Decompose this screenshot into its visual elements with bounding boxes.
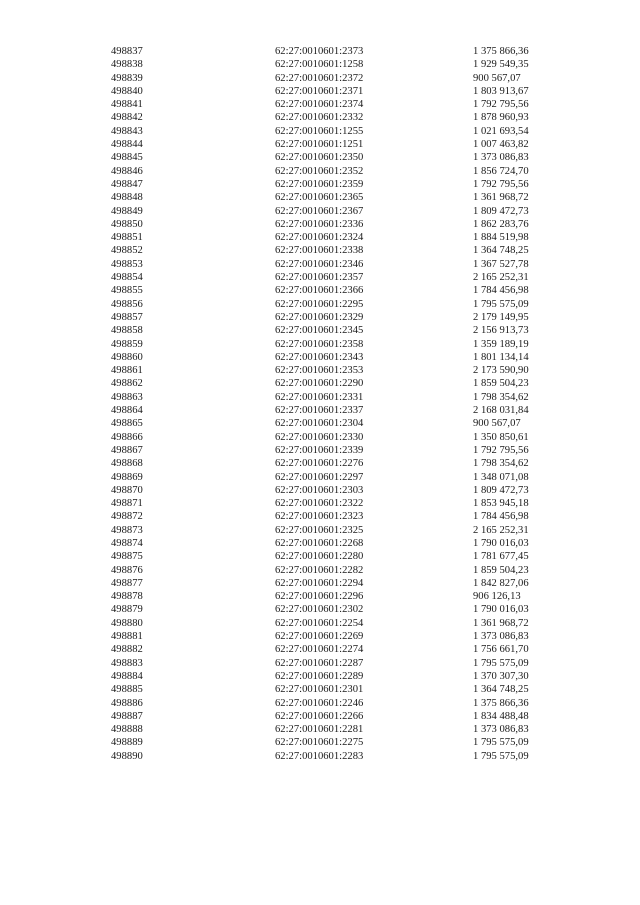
table-row xyxy=(0,750,640,763)
cadastral-number: 62:27:0010601:2357 xyxy=(275,272,364,284)
row-number: 498845 xyxy=(111,152,143,164)
cadastral-value: 1 375 866,36 xyxy=(473,46,529,57)
cadastral-value: 1 795 575,09 xyxy=(473,298,529,310)
cadastral-number: 62:27:0010601:2336 xyxy=(275,218,364,230)
cadastral-value: 1 373 086,83 xyxy=(473,152,529,164)
cadastral-value: 1 373 086,83 xyxy=(473,724,529,736)
cadastral-number: 62:27:0010601:2372 xyxy=(275,72,364,84)
row-number: 498861 xyxy=(111,365,143,377)
row-number: 498874 xyxy=(111,537,143,549)
row-number: 498887 xyxy=(111,710,143,722)
table-row xyxy=(0,603,640,616)
table-row xyxy=(0,723,640,736)
row-number: 498889 xyxy=(111,737,143,749)
row-number: 498856 xyxy=(111,298,143,310)
cadastral-value: 1 834 488,48 xyxy=(473,710,529,722)
cadastral-value: 1 361 968,72 xyxy=(473,617,529,629)
table-row xyxy=(0,311,640,324)
row-number: 498841 xyxy=(111,99,143,111)
cadastral-number: 62:27:0010601:2303 xyxy=(275,484,364,496)
row-number: 498878 xyxy=(111,591,143,603)
table-row xyxy=(0,377,640,390)
table-row xyxy=(0,457,640,470)
row-number: 498879 xyxy=(111,604,143,616)
table-row xyxy=(0,537,640,550)
cadastral-value: 1 878 960,93 xyxy=(473,112,529,124)
row-number: 498850 xyxy=(111,218,143,230)
row-number: 498882 xyxy=(111,644,143,656)
row-number: 498848 xyxy=(111,192,143,204)
cadastral-value: 1 375 866,36 xyxy=(473,697,529,709)
row-number: 498867 xyxy=(111,444,143,456)
cadastral-value: 1 367 527,78 xyxy=(473,258,529,270)
table-row xyxy=(0,431,640,444)
cadastral-number: 62:27:0010601:2337 xyxy=(275,405,364,417)
table-row xyxy=(0,138,640,151)
table-row xyxy=(0,736,640,749)
cadastral-number: 62:27:0010601:2302 xyxy=(275,604,364,616)
table-row xyxy=(0,111,640,124)
cadastral-value: 1 756 661,70 xyxy=(473,644,529,656)
table-row xyxy=(0,58,640,71)
table-row xyxy=(0,710,640,723)
row-number: 498873 xyxy=(111,524,143,536)
cadastral-number: 62:27:0010601:2323 xyxy=(275,511,364,523)
cadastral-number: 62:27:0010601:2359 xyxy=(275,178,364,190)
cadastral-value: 1 809 472,73 xyxy=(473,205,529,217)
table-row xyxy=(0,683,640,696)
table-row xyxy=(0,231,640,244)
cadastral-value: 1 364 748,25 xyxy=(473,684,529,696)
row-number: 498859 xyxy=(111,338,143,350)
row-number: 498863 xyxy=(111,391,143,403)
cadastral-number: 62:27:0010601:2287 xyxy=(275,657,364,669)
row-number: 498872 xyxy=(111,511,143,523)
cadastral-value: 1 370 307,30 xyxy=(473,670,529,682)
cadastral-value: 1 798 354,62 xyxy=(473,391,529,403)
row-number: 498844 xyxy=(111,139,143,151)
cadastral-number: 62:27:0010601:2332 xyxy=(275,112,364,124)
cadastral-value: 1 790 016,03 xyxy=(473,604,529,616)
cadastral-number: 62:27:0010601:2338 xyxy=(275,245,364,257)
cadastral-number: 62:27:0010601:1251 xyxy=(275,139,364,151)
row-number: 498842 xyxy=(111,112,143,124)
table-row xyxy=(0,85,640,98)
cadastral-value: 906 126,13 xyxy=(473,591,521,603)
cadastral-value: 1 350 850,61 xyxy=(473,431,529,443)
cadastral-number: 62:27:0010601:2346 xyxy=(275,258,364,270)
row-number: 498839 xyxy=(111,72,143,84)
table-row xyxy=(0,45,640,58)
cadastral-number: 62:27:0010601:2304 xyxy=(275,418,364,430)
cadastral-value: 1 361 968,72 xyxy=(473,192,529,204)
table-row xyxy=(0,165,640,178)
cadastral-value: 1 859 504,23 xyxy=(473,378,529,390)
row-number: 498860 xyxy=(111,351,143,363)
row-number: 498875 xyxy=(111,551,143,563)
table-row xyxy=(0,643,640,656)
row-number: 498888 xyxy=(111,724,143,736)
table-row xyxy=(0,484,640,497)
cadastral-value: 1 784 456,98 xyxy=(473,511,529,523)
cadastral-value: 1 795 575,09 xyxy=(473,657,529,669)
row-number: 498846 xyxy=(111,165,143,177)
row-number: 498847 xyxy=(111,178,143,190)
cadastral-number: 62:27:0010601:2301 xyxy=(275,684,364,696)
row-number: 498880 xyxy=(111,617,143,629)
cadastral-number: 62:27:0010601:2324 xyxy=(275,232,364,244)
table-row xyxy=(0,524,640,537)
cadastral-value: 1 795 575,09 xyxy=(473,750,529,762)
cadastral-value: 1 792 795,56 xyxy=(473,444,529,456)
row-number: 498883 xyxy=(111,657,143,669)
cadastral-number: 62:27:0010601:2254 xyxy=(275,617,364,629)
cadastral-value: 900 567,07 xyxy=(473,418,521,430)
row-number: 498838 xyxy=(111,59,143,71)
cadastral-number: 62:27:0010601:2280 xyxy=(275,551,364,563)
row-number: 498890 xyxy=(111,750,143,762)
cadastral-value: 1 792 795,56 xyxy=(473,99,529,111)
cadastral-number: 62:27:0010601:2322 xyxy=(275,498,364,510)
table-row xyxy=(0,298,640,311)
row-number: 498849 xyxy=(111,205,143,217)
cadastral-value-table xyxy=(0,45,640,763)
table-row xyxy=(0,151,640,164)
table-row xyxy=(0,98,640,111)
row-number: 498843 xyxy=(111,125,143,137)
table-row xyxy=(0,338,640,351)
cadastral-value: 2 168 031,84 xyxy=(473,405,529,417)
cadastral-value: 900 567,07 xyxy=(473,72,521,84)
cadastral-number: 62:27:0010601:2339 xyxy=(275,444,364,456)
cadastral-number: 62:27:0010601:2352 xyxy=(275,165,364,177)
table-row xyxy=(0,258,640,271)
table-row xyxy=(0,391,640,404)
cadastral-number: 62:27:0010601:2294 xyxy=(275,577,364,589)
table-row xyxy=(0,670,640,683)
table-row xyxy=(0,510,640,523)
table-row xyxy=(0,550,640,563)
cadastral-number: 62:27:0010601:2281 xyxy=(275,724,364,736)
cadastral-number: 62:27:0010601:2371 xyxy=(275,85,364,97)
cadastral-value: 1 803 913,67 xyxy=(473,85,529,97)
cadastral-value: 1 853 945,18 xyxy=(473,498,529,510)
cadastral-number: 62:27:0010601:2366 xyxy=(275,285,364,297)
cadastral-number: 62:27:0010601:2330 xyxy=(275,431,364,443)
cadastral-value: 2 156 913,73 xyxy=(473,325,529,337)
table-row xyxy=(0,205,640,218)
cadastral-number: 62:27:0010601:1255 xyxy=(275,125,364,137)
cadastral-number: 62:27:0010601:2373 xyxy=(275,46,364,57)
row-number: 498862 xyxy=(111,378,143,390)
table-row xyxy=(0,630,640,643)
row-number: 498881 xyxy=(111,631,143,643)
row-number: 498868 xyxy=(111,458,143,470)
table-row xyxy=(0,244,640,257)
cadastral-number: 62:27:0010601:2350 xyxy=(275,152,364,164)
cadastral-number: 62:27:0010601:2367 xyxy=(275,205,364,217)
table-row xyxy=(0,444,640,457)
cadastral-number: 62:27:0010601:2297 xyxy=(275,471,364,483)
table-row xyxy=(0,364,640,377)
cadastral-number: 62:27:0010601:1258 xyxy=(275,59,364,71)
cadastral-value: 1 790 016,03 xyxy=(473,537,529,549)
row-number: 498840 xyxy=(111,85,143,97)
table-row xyxy=(0,697,640,710)
cadastral-value: 1 007 463,82 xyxy=(473,139,529,151)
row-number: 498852 xyxy=(111,245,143,257)
table-row xyxy=(0,471,640,484)
row-number: 498869 xyxy=(111,471,143,483)
cadastral-number: 62:27:0010601:2283 xyxy=(275,750,364,762)
row-number: 498886 xyxy=(111,697,143,709)
cadastral-value: 1 929 549,35 xyxy=(473,59,529,71)
cadastral-value: 1 859 504,23 xyxy=(473,564,529,576)
cadastral-value: 1 364 748,25 xyxy=(473,245,529,257)
cadastral-number: 62:27:0010601:2275 xyxy=(275,737,364,749)
cadastral-number: 62:27:0010601:2266 xyxy=(275,710,364,722)
cadastral-value: 1 792 795,56 xyxy=(473,178,529,190)
table-row xyxy=(0,351,640,364)
cadastral-number: 62:27:0010601:2295 xyxy=(275,298,364,310)
table-row xyxy=(0,191,640,204)
row-number: 498877 xyxy=(111,577,143,589)
cadastral-value: 2 179 149,95 xyxy=(473,311,529,323)
table-row xyxy=(0,417,640,430)
cadastral-value: 1 856 724,70 xyxy=(473,165,529,177)
cadastral-value: 1 359 189,19 xyxy=(473,338,529,350)
cadastral-number: 62:27:0010601:2365 xyxy=(275,192,364,204)
cadastral-number: 62:27:0010601:2296 xyxy=(275,591,364,603)
table-row xyxy=(0,218,640,231)
cadastral-number: 62:27:0010601:2268 xyxy=(275,537,364,549)
cadastral-number: 62:27:0010601:2290 xyxy=(275,378,364,390)
row-number: 498876 xyxy=(111,564,143,576)
cadastral-value: 1 781 677,45 xyxy=(473,551,529,563)
cadastral-number: 62:27:0010601:2274 xyxy=(275,644,364,656)
row-number: 498855 xyxy=(111,285,143,297)
table-row xyxy=(0,324,640,337)
cadastral-number: 62:27:0010601:2358 xyxy=(275,338,364,350)
row-number: 498837 xyxy=(111,46,143,57)
table-row xyxy=(0,657,640,670)
table-row xyxy=(0,284,640,297)
table-row xyxy=(0,404,640,417)
table-row xyxy=(0,590,640,603)
cadastral-value: 1 021 693,54 xyxy=(473,125,529,137)
cadastral-value: 1 842 827,06 xyxy=(473,577,529,589)
table-row xyxy=(0,564,640,577)
cadastral-value: 1 784 456,98 xyxy=(473,285,529,297)
cadastral-value: 2 173 590,90 xyxy=(473,365,529,377)
cadastral-number: 62:27:0010601:2246 xyxy=(275,697,364,709)
cadastral-value: 1 373 086,83 xyxy=(473,631,529,643)
cadastral-value: 1 795 575,09 xyxy=(473,737,529,749)
cadastral-value: 2 165 252,31 xyxy=(473,524,529,536)
cadastral-number: 62:27:0010601:2343 xyxy=(275,351,364,363)
cadastral-number: 62:27:0010601:2345 xyxy=(275,325,364,337)
cadastral-value: 1 862 283,76 xyxy=(473,218,529,230)
cadastral-value: 2 165 252,31 xyxy=(473,272,529,284)
row-number: 498866 xyxy=(111,431,143,443)
cadastral-value: 1 884 519,98 xyxy=(473,232,529,244)
cadastral-number: 62:27:0010601:2269 xyxy=(275,631,364,643)
cadastral-number: 62:27:0010601:2289 xyxy=(275,670,364,682)
table-row xyxy=(0,577,640,590)
row-number: 498854 xyxy=(111,272,143,284)
cadastral-number: 62:27:0010601:2374 xyxy=(275,99,364,111)
row-number: 498858 xyxy=(111,325,143,337)
table-row xyxy=(0,125,640,138)
table-row xyxy=(0,72,640,85)
row-number: 498864 xyxy=(111,405,143,417)
cadastral-number: 62:27:0010601:2282 xyxy=(275,564,364,576)
row-number: 498865 xyxy=(111,418,143,430)
row-number: 498870 xyxy=(111,484,143,496)
row-number: 498871 xyxy=(111,498,143,510)
cadastral-value: 1 801 134,14 xyxy=(473,351,529,363)
table-row xyxy=(0,271,640,284)
row-number: 498851 xyxy=(111,232,143,244)
row-number: 498884 xyxy=(111,670,143,682)
row-number: 498885 xyxy=(111,684,143,696)
table-row xyxy=(0,617,640,630)
cadastral-number: 62:27:0010601:2353 xyxy=(275,365,364,377)
table-row xyxy=(0,497,640,510)
cadastral-value: 1 348 071,08 xyxy=(473,471,529,483)
row-number: 498853 xyxy=(111,258,143,270)
cadastral-number: 62:27:0010601:2331 xyxy=(275,391,364,403)
cadastral-number: 62:27:0010601:2276 xyxy=(275,458,364,470)
cadastral-number: 62:27:0010601:2329 xyxy=(275,311,364,323)
cadastral-number: 62:27:0010601:2325 xyxy=(275,524,364,536)
row-number: 498857 xyxy=(111,311,143,323)
cadastral-value: 1 809 472,73 xyxy=(473,484,529,496)
cadastral-value: 1 798 354,62 xyxy=(473,458,529,470)
table-row xyxy=(0,178,640,191)
